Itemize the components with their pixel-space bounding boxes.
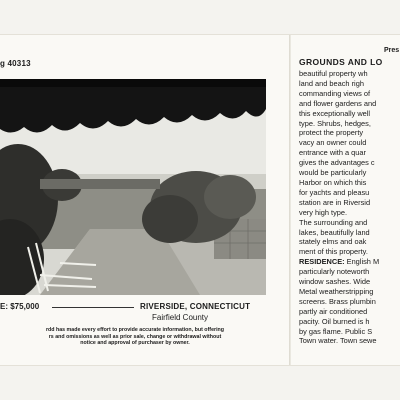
text-line: lakes, beautifully land [299,227,370,237]
property-county: Fairfield County [152,313,209,322]
text-line: protect the property [299,128,364,138]
disclaimer-line: rdd has made every effort to provide accurate information, but offering [45,327,225,333]
grounds-heading: GROUNDS AND LO [299,57,383,67]
property-city: RIVERSIDE, CONNECTICUT [140,302,251,311]
text-line: screens. Brass plumbin [299,296,376,306]
text-line: this exceptionally well [299,108,371,118]
listing-number: g 40313 [0,59,31,68]
text-line: stately elms and oak [299,237,367,247]
text-line: Town water. Town sewe [299,336,377,346]
text-line: ment of this property. [299,247,368,257]
text-line: vacy an owner could [299,138,367,148]
text-line: station are in Riversid [299,197,371,207]
text-line: entrance with a quar [299,148,366,158]
text-line: very high type. [299,207,348,217]
divider-line [52,307,134,308]
text-line: pacity. Oil burned is h [299,316,370,326]
text-line: and flower gardens and [299,98,377,108]
residence-text: English M [344,257,380,267]
text-line: type. Shrubs, hedges, [299,118,371,128]
asking-price: E: $75,000 [0,302,40,311]
text-line: land and beach righ [299,78,364,88]
text-line: commanding views of [299,88,371,98]
disclaimer-line: notice and approval of purchaser by owner. [80,340,190,347]
description-pre: Pres [384,47,400,54]
text-line: Harbor on which this [299,177,367,187]
page-fold [289,35,291,365]
text-line: window sashes. Wide [299,277,371,287]
text-line: The surrounding and [299,217,368,227]
text-line: would be particularly [299,168,367,178]
terrace-photo-illustration [0,79,266,295]
brochure-card [0,35,400,365]
text-line: by gas flame. Public S [299,326,373,336]
residence-line [299,257,379,267]
text-line: for yachts and pleasu [299,187,370,197]
text-line: gives the advantages c [299,158,375,168]
description-text [299,69,379,346]
residence-label: RESIDENCE: [299,257,345,267]
disclaimer-line: rs and omissions as well as prior sale, change or withdrawal without [48,333,222,340]
property-photo [0,79,266,295]
text-line: beautiful property wh [299,69,368,78]
text-line: Metal weatherstripping [299,286,374,296]
text-line: particularly noteworth [299,267,370,277]
text-line: partly air conditioned [299,306,368,316]
disclaimer-text [0,327,270,347]
